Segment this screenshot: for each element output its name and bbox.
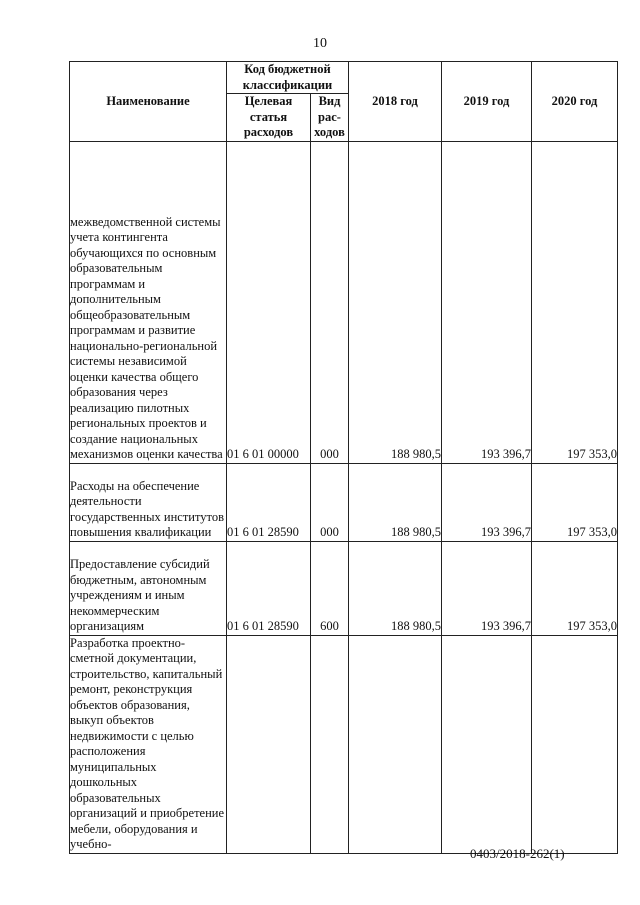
row-2020-value: 197 353,0	[532, 141, 618, 463]
row-2019-value	[442, 635, 532, 853]
column-header-target-item: Целевая статья расходов	[227, 94, 311, 142]
row-target-item: 01 6 01 00000	[227, 141, 311, 463]
row-2020-value	[532, 635, 618, 853]
table-row	[70, 635, 618, 853]
column-header-expense-type: Вид рас-ходов	[311, 94, 349, 142]
row-name: Предоставление субсидий бюджетным, автономным учреждениям и иным некоммерческим организациям	[70, 541, 227, 635]
column-header-kbk: Код бюджетной классификации	[227, 62, 349, 94]
row-expense-type: 000	[311, 141, 349, 463]
document-code: 0403/2018-262(1)	[470, 846, 565, 861]
row-name: межведомственной системы учета контингента обучающихся по основным образовательным программам и дополнительным общеобразовательным программам и развитие национально-региональной системы независимой оценки качества общего образования через реализацию пилотных региональных проектов и создание национальных механизмов оценки качества	[70, 141, 227, 463]
row-target-item	[227, 635, 311, 853]
row-expense-type: 600	[311, 541, 349, 635]
column-header-2020: 2020 год	[532, 62, 618, 142]
column-header-2019: 2019 год	[442, 62, 532, 142]
page-number: 10	[313, 36, 327, 51]
row-2020-value: 197 353,0	[532, 463, 618, 541]
row-2018-value: 188 980,5	[349, 141, 442, 463]
row-2018-value: 188 980,5	[349, 541, 442, 635]
table-row	[70, 463, 618, 541]
row-2019-value: 193 396,7	[442, 463, 532, 541]
row-name: Разработка проектно-сметной документации, строительство, капитальный ремонт, реконструкция объектов образования, выкуп объектов недвижимости с целью расположения муниципальных дошкольных образовательных организаций и приобретение мебели, оборудования и учебно-	[70, 635, 227, 853]
row-name: Расходы на обеспечение деятельности государственных институтов повышения квалификации	[70, 463, 227, 541]
row-target-item: 01 6 01 28590	[227, 463, 311, 541]
row-2019-value: 193 396,7	[442, 141, 532, 463]
row-2018-value: 188 980,5	[349, 463, 442, 541]
table-row	[70, 141, 618, 463]
column-header-2018: 2018 год	[349, 62, 442, 142]
table-row	[70, 541, 618, 635]
row-2020-value: 197 353,0	[532, 541, 618, 635]
column-header-name: Наименование	[70, 62, 227, 142]
row-expense-type	[311, 635, 349, 853]
row-expense-type: 000	[311, 463, 349, 541]
budget-table	[69, 61, 618, 854]
row-2019-value: 193 396,7	[442, 541, 532, 635]
row-2018-value	[349, 635, 442, 853]
row-target-item: 01 6 01 28590	[227, 541, 311, 635]
